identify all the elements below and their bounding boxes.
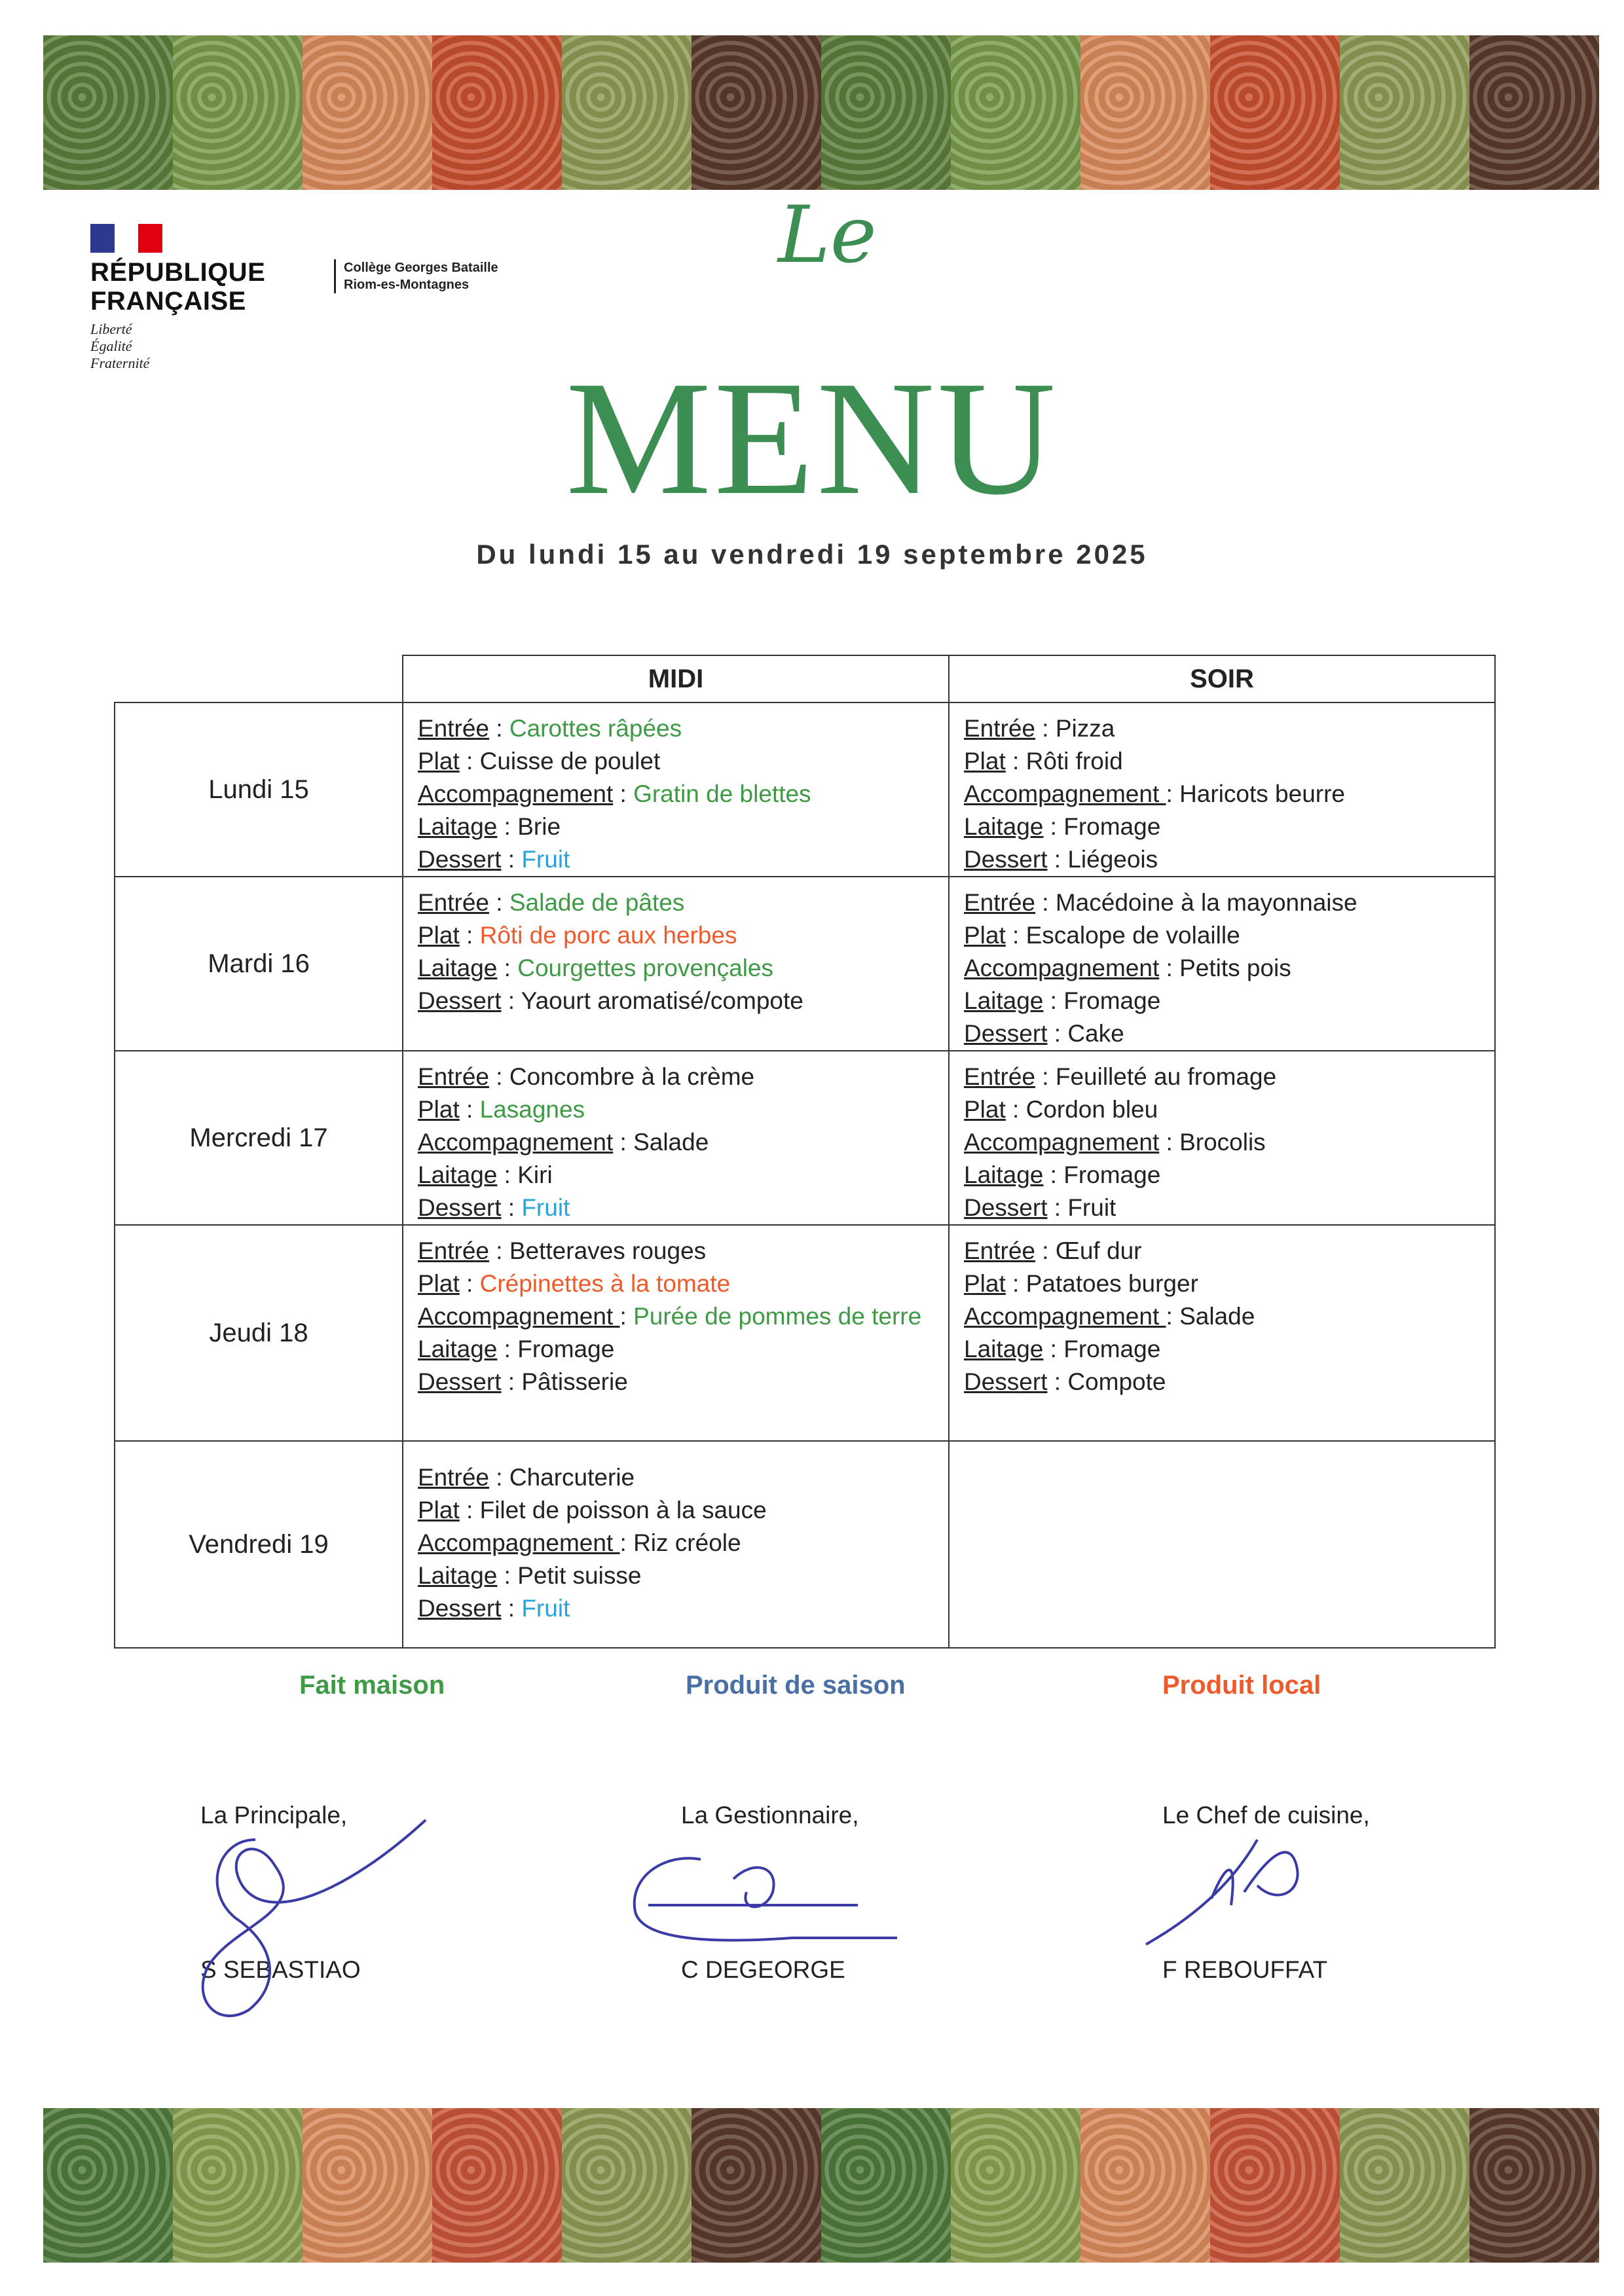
menu-item: [418, 1300, 948, 1333]
food-photo-greens: [173, 2108, 303, 2263]
menu-item: [964, 985, 1494, 1017]
separator: :: [613, 780, 634, 807]
course-label: Accompagnement: [964, 1303, 1166, 1330]
food-photo-burger: [1469, 35, 1599, 190]
dish-name: Fromage: [1063, 813, 1161, 840]
course-label: Laitage: [964, 1336, 1044, 1362]
day-label: Mercredi 17: [115, 1051, 403, 1225]
dish-name: Macédoine à la mayonnaise: [1055, 889, 1357, 916]
separator: :: [1005, 1270, 1026, 1297]
college-name: Collège Georges Bataille Riom-es-Montagnes: [334, 259, 498, 293]
separator: :: [1043, 1161, 1064, 1188]
menu-item: [964, 952, 1494, 985]
course-label: Laitage: [418, 1336, 498, 1362]
dish-name: Petit suisse: [517, 1562, 642, 1589]
menu-item: [964, 1366, 1494, 1398]
food-photo-pasta: [562, 35, 692, 190]
day-label: Lundi 15: [115, 702, 403, 877]
course-label: Plat: [964, 1270, 1006, 1297]
separator: :: [501, 846, 522, 873]
food-photo-greens: [951, 35, 1080, 190]
separator: :: [501, 1194, 522, 1221]
day-label: Jeudi 18: [115, 1225, 403, 1441]
dish-name: Fruit: [1067, 1194, 1116, 1221]
dish-name: Kiri: [517, 1161, 553, 1188]
menu-item: [964, 778, 1494, 811]
separator: :: [1035, 1237, 1056, 1264]
course-label: Plat: [418, 1096, 460, 1123]
signature-name-gestionnaire: C DEGEORGE: [681, 1956, 845, 1983]
course-label: Dessert: [964, 1020, 1048, 1047]
separator: :: [1043, 1336, 1064, 1362]
table-row: [115, 702, 1495, 877]
dish-name: Riz créole: [633, 1529, 741, 1556]
course-label: Entrée: [964, 715, 1036, 742]
column-header-soir: SOIR: [949, 655, 1495, 702]
separator: :: [1043, 813, 1064, 840]
food-photo-pasta: [1340, 35, 1469, 190]
menu-item: [418, 1159, 948, 1192]
dish-name: Compote: [1067, 1368, 1166, 1395]
separator: :: [1035, 715, 1056, 742]
food-photo-salad: [821, 2108, 951, 2263]
dish-name: Fruit: [521, 1595, 570, 1622]
signature-name-principale: S SEBASTIAO: [200, 1956, 361, 1983]
menu-item: [964, 843, 1494, 876]
course-label: Dessert: [964, 846, 1048, 873]
menu-item: [418, 1267, 948, 1300]
course-label: Plat: [418, 1270, 460, 1297]
menu-item: [964, 1192, 1494, 1224]
course-label: Dessert: [964, 1368, 1048, 1395]
menu-item: [418, 1366, 948, 1398]
food-photo-shakshuka: [432, 35, 562, 190]
course-label: Accompagnement: [964, 955, 1160, 981]
food-photo-greens: [951, 2108, 1080, 2263]
dish-name: Charcuterie: [509, 1464, 635, 1491]
separator: :: [497, 1336, 518, 1362]
separator: :: [1047, 1194, 1068, 1221]
food-photo-pasta: [1340, 2108, 1469, 2263]
republique-name: RÉPUBLIQUE FRANÇAISE: [90, 258, 266, 316]
food-photo-shakshuka: [1210, 2108, 1340, 2263]
menu-item: [418, 811, 948, 843]
course-label: Plat: [418, 922, 460, 949]
table-row: [115, 1051, 1495, 1225]
separator: :: [489, 715, 509, 742]
course-label: Entrée: [418, 1063, 490, 1090]
dish-name: Salade: [633, 1129, 709, 1156]
dish-name: Fromage: [1063, 987, 1161, 1014]
menu-item: [418, 886, 948, 919]
dish-name: Cuisse de poulet: [479, 748, 661, 774]
handwritten-signature-chef: [1139, 1827, 1336, 1958]
course-label: Entrée: [964, 889, 1036, 916]
dish-name: Carottes râpées: [509, 715, 682, 742]
dish-name: Rôti de porc aux herbes: [479, 922, 737, 949]
soir-cell: [949, 702, 1495, 877]
course-label: Laitage: [964, 1161, 1044, 1188]
table-row: [115, 1441, 1495, 1648]
course-label: Entrée: [964, 1237, 1036, 1264]
separator: :: [1159, 955, 1180, 981]
separator: :: [497, 1562, 518, 1589]
dish-name: Fruit: [521, 1194, 570, 1221]
separator: :: [489, 1464, 509, 1491]
day-label: Mardi 16: [115, 877, 403, 1051]
course-label: Laitage: [418, 1562, 498, 1589]
menu-item: [418, 712, 948, 745]
menu-item: [418, 1061, 948, 1093]
dish-name: Brocolis: [1179, 1129, 1266, 1156]
dish-name: Fromage: [1063, 1161, 1161, 1188]
dish-name: Courgettes provençales: [517, 955, 774, 981]
menu-item: [418, 1126, 948, 1159]
menu-item: [418, 1527, 948, 1559]
course-label: Entrée: [964, 1063, 1036, 1090]
separator: :: [1035, 889, 1056, 916]
menu-item: [964, 1159, 1494, 1192]
soir-cell: [949, 1051, 1495, 1225]
marianne-flag-icon: [90, 224, 162, 253]
menu-item: [418, 1093, 948, 1126]
course-label: Laitage: [418, 955, 498, 981]
course-label: Plat: [964, 748, 1006, 774]
menu-item: [964, 1017, 1494, 1050]
date-range-subtitle: Du lundi 15 au vendredi 19 septembre 2025: [476, 539, 1148, 570]
republique-motto: Liberté Égalité Fraternité: [90, 321, 150, 371]
separator: :: [459, 748, 480, 774]
dish-name: Fruit: [521, 846, 570, 873]
soir-cell: [949, 1441, 1495, 1648]
dish-name: Gratin de blettes: [633, 780, 811, 807]
menu-item: [964, 1333, 1494, 1366]
midi-cell: [403, 702, 949, 877]
soir-cell: [949, 1225, 1495, 1441]
course-label: Dessert: [418, 1194, 502, 1221]
separator: :: [459, 922, 480, 949]
course-label: Accompagnement: [964, 1129, 1160, 1156]
dish-name: Fromage: [517, 1336, 615, 1362]
menu-item: [418, 745, 948, 778]
legend-fait-maison: Fait maison: [299, 1671, 445, 1700]
course-label: Dessert: [418, 1368, 502, 1395]
title-le: Le: [778, 190, 877, 281]
table-corner: [115, 655, 403, 702]
menu-item: [418, 1592, 948, 1625]
separator: :: [1166, 1303, 1180, 1330]
course-label: Accompagnement: [418, 1129, 614, 1156]
dish-name: Patatoes burger: [1025, 1270, 1198, 1297]
separator: :: [1005, 922, 1026, 949]
separator: :: [501, 987, 521, 1014]
separator: :: [1159, 1129, 1180, 1156]
course-label: Entrée: [418, 715, 490, 742]
separator: :: [619, 1529, 634, 1556]
course-label: Accompagnement: [418, 1303, 620, 1330]
dish-name: Yaourt aromatisé/compote: [521, 987, 803, 1014]
separator: :: [1166, 780, 1180, 807]
food-photo-salmon: [1080, 2108, 1210, 2263]
food-photo-pasta: [562, 2108, 692, 2263]
menu-table-body: [115, 702, 1495, 1648]
course-label: Plat: [964, 1096, 1006, 1123]
course-label: Dessert: [964, 1194, 1048, 1221]
dish-name: Œuf dur: [1055, 1237, 1142, 1264]
separator: :: [613, 1129, 634, 1156]
food-photo-salad: [821, 35, 951, 190]
food-photo-salmon: [303, 2108, 432, 2263]
dish-name: Purée de pommes de terre: [633, 1303, 922, 1330]
dish-name: Fromage: [1063, 1336, 1161, 1362]
menu-item: [418, 1494, 948, 1527]
signature-name-chef: F REBOUFFAT: [1162, 1956, 1328, 1983]
midi-cell: [403, 877, 949, 1051]
midi-cell: [403, 1225, 949, 1441]
day-label: Vendredi 19: [115, 1441, 403, 1648]
menu-item: [418, 843, 948, 876]
top-food-banner: [43, 35, 1599, 190]
menu-item: [418, 1235, 948, 1267]
course-label: Laitage: [964, 813, 1044, 840]
separator: :: [1005, 1096, 1026, 1123]
separator: :: [459, 1497, 480, 1523]
menu-item: [964, 1093, 1494, 1126]
separator: :: [1047, 1020, 1068, 1047]
dish-name: Rôti froid: [1025, 748, 1123, 774]
menu-item: [418, 778, 948, 811]
menu-item: [964, 1267, 1494, 1300]
handwritten-signature-principale: [177, 1813, 439, 2023]
dish-name: Haricots beurre: [1179, 780, 1346, 807]
signature-role-chef: Le Chef de cuisine,: [1162, 1802, 1370, 1829]
bottom-food-banner: [43, 2108, 1599, 2263]
menu-item: [418, 1461, 948, 1494]
menu-item: [418, 1192, 948, 1224]
menu-item: [964, 745, 1494, 778]
menu-item: [964, 811, 1494, 843]
dish-name: Cake: [1067, 1020, 1124, 1047]
dish-name: Brie: [517, 813, 561, 840]
dish-name: Pizza: [1055, 715, 1115, 742]
dish-name: Crépinettes à la tomate: [479, 1270, 731, 1297]
food-photo-shakshuka: [1210, 35, 1340, 190]
separator: :: [1005, 748, 1026, 774]
menu-item: [418, 1559, 948, 1592]
separator: :: [459, 1270, 480, 1297]
soir-cell: [949, 877, 1495, 1051]
food-photo-salad: [43, 35, 173, 190]
course-label: Dessert: [418, 1595, 502, 1622]
separator: :: [459, 1096, 480, 1123]
course-label: Accompagnement: [418, 1529, 620, 1556]
separator: :: [497, 955, 518, 981]
dish-name: Betteraves rouges: [509, 1237, 707, 1264]
dish-name: Lasagnes: [479, 1096, 585, 1123]
food-photo-shakshuka: [432, 2108, 562, 2263]
menu-item: [418, 1333, 948, 1366]
dish-name: Feuilleté au fromage: [1055, 1063, 1277, 1090]
menu-item: [418, 952, 948, 985]
midi-cell: [403, 1051, 949, 1225]
menu-table: [114, 655, 1496, 1649]
signature-role-gestionnaire: La Gestionnaire,: [681, 1802, 859, 1829]
separator: :: [1043, 987, 1064, 1014]
course-label: Accompagnement: [964, 780, 1166, 807]
course-label: Plat: [418, 748, 460, 774]
dish-name: Petits pois: [1179, 955, 1291, 981]
column-header-midi: MIDI: [403, 655, 949, 702]
menu-item: [964, 1235, 1494, 1267]
midi-cell: [403, 1441, 949, 1648]
separator: :: [501, 1595, 522, 1622]
menu-item: [964, 1061, 1494, 1093]
course-label: Entrée: [418, 1237, 490, 1264]
menu-item: [964, 1300, 1494, 1333]
legend-produit-saison: Produit de saison: [686, 1671, 906, 1700]
dish-name: Escalope de volaille: [1025, 922, 1240, 949]
handwritten-signature-gestionnaire: [622, 1840, 910, 1958]
table-header-row: [115, 655, 1495, 702]
menu-item: [964, 886, 1494, 919]
food-photo-greens: [173, 35, 303, 190]
separator: :: [1047, 1368, 1068, 1395]
food-photo-salad: [43, 2108, 173, 2263]
food-photo-salmon: [303, 35, 432, 190]
page-title: MENU: [565, 348, 1059, 529]
separator: :: [489, 1063, 509, 1090]
dish-name: Concombre à la crème: [509, 1063, 755, 1090]
food-photo-burger: [1469, 2108, 1599, 2263]
legend-produit-local: Produit local: [1162, 1671, 1321, 1700]
menu-item: [964, 919, 1494, 952]
course-label: Entrée: [418, 889, 490, 916]
food-photo-burger: [692, 2108, 821, 2263]
separator: :: [619, 1303, 634, 1330]
separator: :: [489, 1237, 509, 1264]
dish-name: Salade de pâtes: [509, 889, 685, 916]
dish-name: Pâtisserie: [521, 1368, 628, 1395]
separator: :: [489, 889, 509, 916]
table-row: [115, 877, 1495, 1051]
course-label: Dessert: [418, 987, 502, 1014]
table-row: [115, 1225, 1495, 1441]
course-label: Plat: [418, 1497, 460, 1523]
course-label: Laitage: [418, 1161, 498, 1188]
food-photo-salmon: [1080, 35, 1210, 190]
menu-item: [418, 985, 948, 1017]
dish-name: Salade: [1179, 1303, 1255, 1330]
menu-item: [964, 1126, 1494, 1159]
course-label: Dessert: [418, 846, 502, 873]
dish-name: Liégeois: [1067, 846, 1158, 873]
separator: :: [1035, 1063, 1056, 1090]
food-photo-burger: [692, 35, 821, 190]
course-label: Accompagnement: [418, 780, 614, 807]
separator: :: [501, 1368, 522, 1395]
separator: :: [497, 1161, 518, 1188]
separator: :: [1047, 846, 1068, 873]
course-label: Laitage: [418, 813, 498, 840]
course-label: Entrée: [418, 1464, 490, 1491]
menu-item: [964, 712, 1494, 745]
separator: :: [497, 813, 518, 840]
dish-name: Filet de poisson à la sauce: [479, 1497, 767, 1523]
course-label: Laitage: [964, 987, 1044, 1014]
menu-item: [418, 919, 948, 952]
dish-name: Cordon bleu: [1025, 1096, 1158, 1123]
course-label: Plat: [964, 922, 1006, 949]
signature-role-principale: La Principale,: [200, 1802, 348, 1829]
